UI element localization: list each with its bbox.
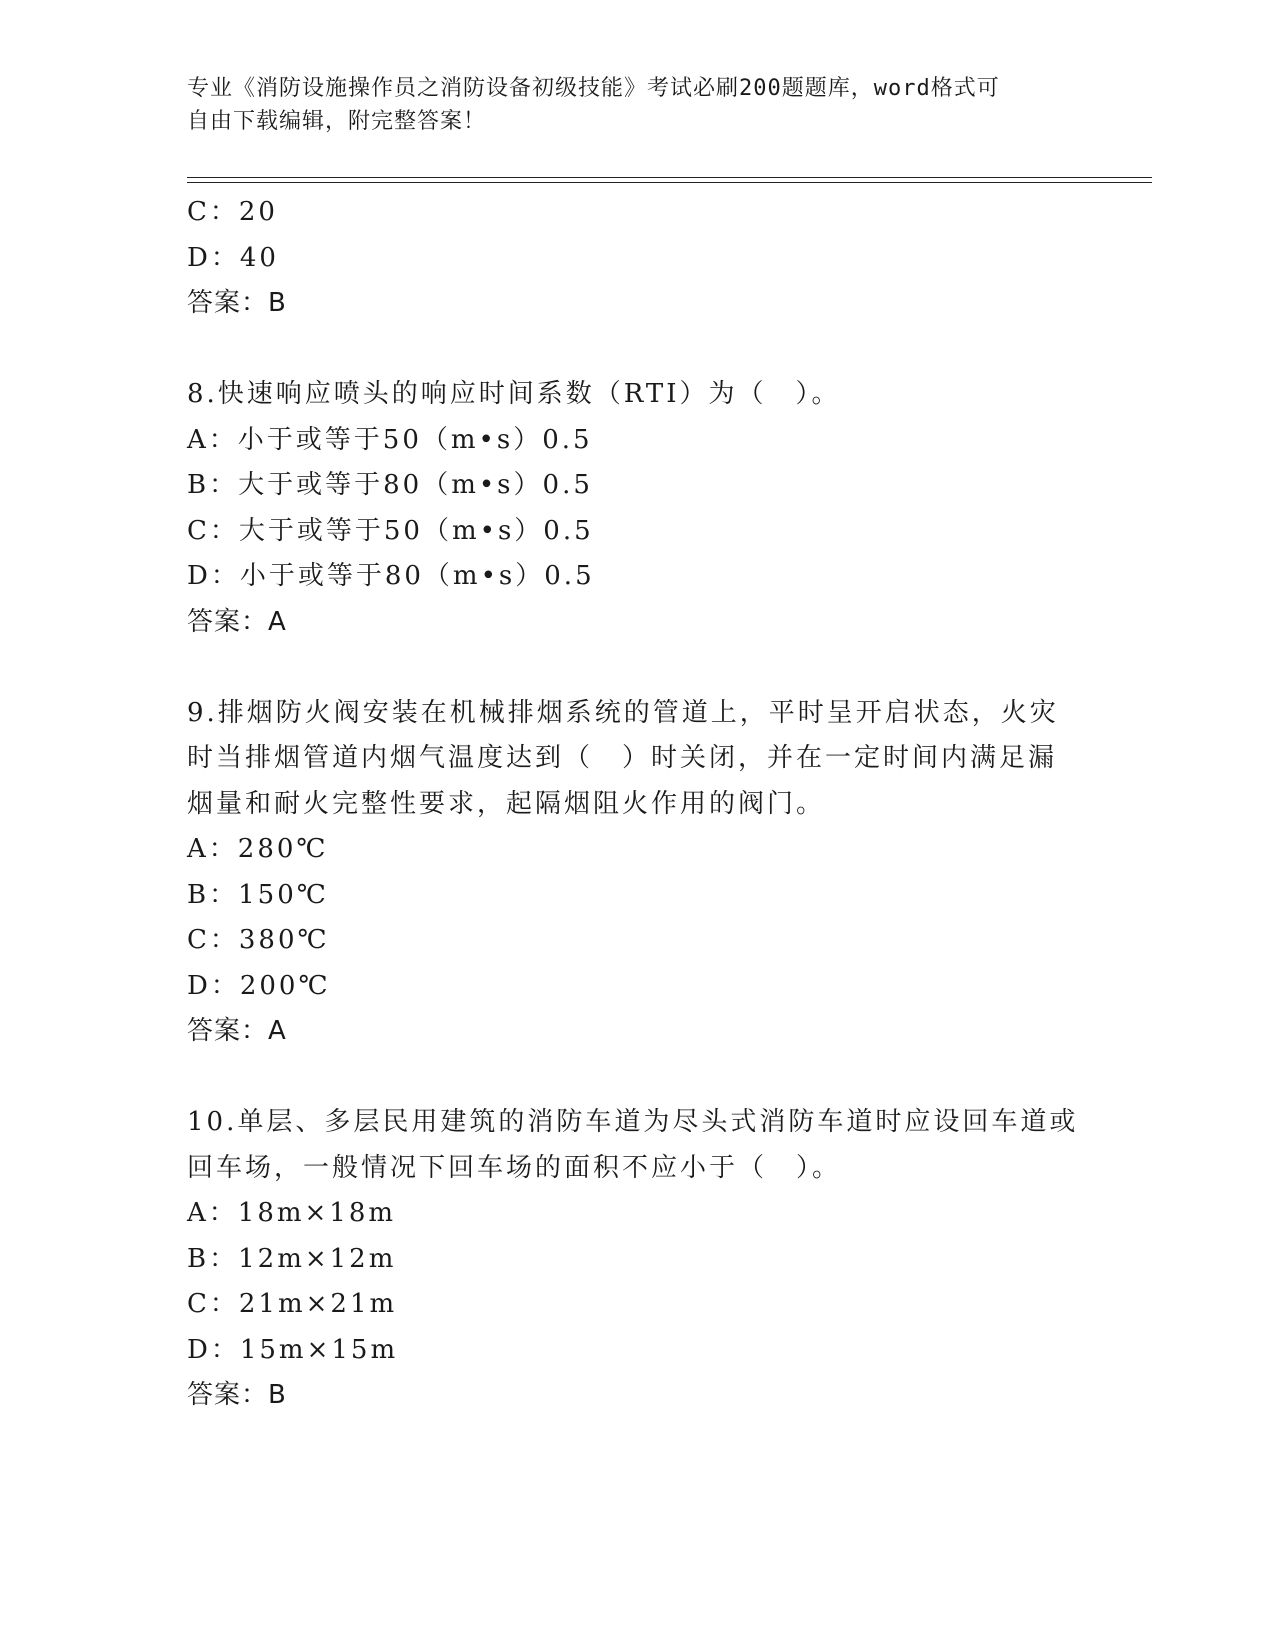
- spacer: [187, 645, 1087, 691]
- question-10: [187, 1100, 1087, 1419]
- header-line-2: 自由下载编辑，附完整答案！: [187, 109, 487, 134]
- spacer: [187, 327, 1087, 373]
- q10-stem-line-2: 回车场，一般情况下回车场的面积不应小于（ ）。: [187, 1152, 842, 1183]
- q8-answer: 答案：A: [187, 606, 287, 637]
- q7-option-c: C：20: [187, 197, 278, 227]
- q10-option-a: A：18m×18m: [187, 1198, 397, 1228]
- question-8: [187, 372, 1087, 645]
- q10-answer: 答案：B: [187, 1380, 287, 1410]
- q7-option-d: D：40: [187, 242, 279, 273]
- q9-answer: 答案：A: [187, 1016, 287, 1046]
- q10-option-d: D：15m×15m: [187, 1334, 399, 1365]
- q9-stem-line-1: 9.排烟防火阀安装在机械排烟系统的管道上，平时呈开启状态，火灾: [187, 697, 1059, 728]
- q8-option-b: B：大于或等于80（m•s）0.5: [187, 470, 593, 500]
- question-7: [187, 190, 1087, 327]
- q8-option-d: D：小于或等于80（m•s）0.5: [187, 561, 595, 591]
- header-line-1: 专业《消防设施操作员之消防设备初级技能》考试必刷200题题库，word格式可: [187, 76, 1000, 101]
- q9-option-c: C：380℃: [187, 925, 330, 955]
- header-divider-top: [187, 177, 1152, 178]
- q10-stem-line-1: 10.单层、多层民用建筑的消防车道为尽头式消防车道时应设回车道或: [187, 1107, 1079, 1137]
- question-list: [187, 190, 1087, 1419]
- q10-option-c: C：21m×21m: [187, 1289, 398, 1319]
- q9-option-d: D：200℃: [187, 970, 331, 1001]
- q7-answer: 答案：B: [187, 288, 287, 318]
- q9-option-b: B：150℃: [187, 879, 329, 910]
- q9-stem-line-3: 烟量和耐火完整性要求，起隔烟阻火作用的阀门。: [187, 788, 826, 819]
- q8-stem: 8.快速响应喷头的响应时间系数（RTI）为（ ）。: [187, 379, 841, 409]
- question-9: [187, 691, 1087, 1055]
- q10-option-b: B：12m×12m: [187, 1243, 397, 1274]
- spacer: [187, 1055, 1087, 1101]
- q9-option-a: A：280℃: [187, 834, 329, 864]
- q8-option-c: C：大于或等于50（m•s）0.5: [187, 515, 594, 546]
- header-divider-bottom: [187, 182, 1152, 183]
- q8-option-a: A：小于或等于50（m•s）0.5: [187, 424, 593, 455]
- q9-stem-line-2: 时当排烟管道内烟气温度达到（ ）时关闭，并在一定时间内满足漏: [187, 743, 1058, 773]
- page-header: [187, 72, 1067, 138]
